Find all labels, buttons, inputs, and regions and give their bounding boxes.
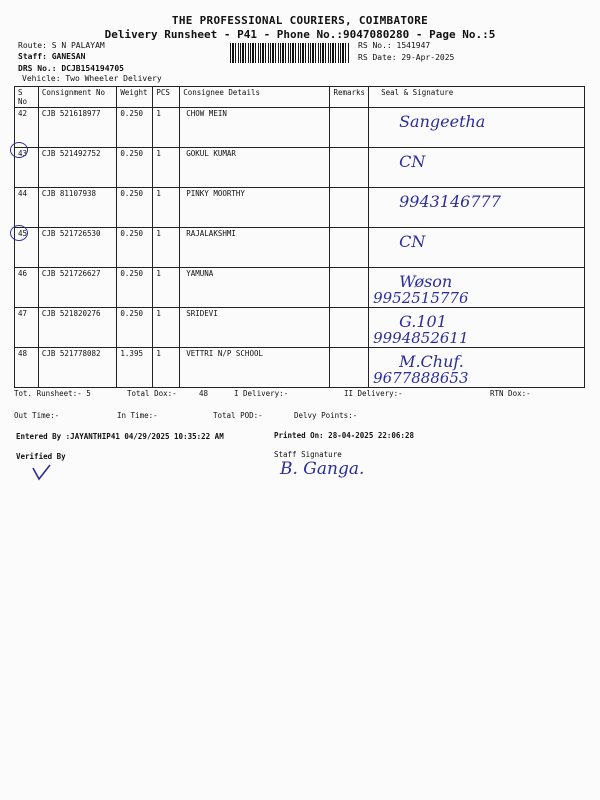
- col-sno: S No: [15, 87, 39, 108]
- cell-signature: [369, 188, 585, 228]
- rs-number: RS No.: 1541947: [358, 41, 431, 50]
- cell-sno: 48: [15, 348, 39, 388]
- cell-weight: 0.250: [117, 108, 153, 148]
- rtn-dox: RTN Dox:-: [490, 389, 531, 398]
- signature-phone: 9994852611: [373, 329, 469, 347]
- col-signature: Seal & Signature: [369, 87, 585, 108]
- in-time: In Time:-: [117, 411, 158, 420]
- cell-sno: 47: [15, 308, 39, 348]
- entered-by: Entered By :JAYANTHIP41 04/29/2025 10:35:22 AM: [16, 432, 224, 441]
- cell-consignment: CJB 521492752: [38, 148, 117, 188]
- total-pod: Total POD:-: [213, 411, 263, 420]
- cell-weight: 0.250: [117, 228, 153, 268]
- company-title: THE PROFESSIONAL COURIERS, COIMBATORE: [171, 14, 429, 27]
- table-header-row: [15, 87, 585, 108]
- cell-consignee: CHOW MEIN: [180, 108, 330, 148]
- table-row: [15, 148, 585, 188]
- staff-label: Staff: GANESAN: [18, 52, 86, 61]
- cell-consignment: CJB 521726627: [38, 268, 117, 308]
- circle-mark: [10, 225, 28, 241]
- cell-pcs: 1: [153, 108, 180, 148]
- signature-phone: 9952515776: [373, 289, 469, 307]
- table-row: [15, 268, 585, 308]
- col-pcs: PCS: [153, 87, 180, 108]
- ii-delivery: II Delivery:-: [344, 389, 403, 398]
- cell-weight: 0.250: [117, 308, 153, 348]
- runsheet-table: [14, 86, 585, 388]
- signature-handwriting: 9943146777: [399, 192, 501, 211]
- staff-signature: B. Ganga.: [280, 459, 365, 479]
- col-consignment: Consignment No: [38, 87, 117, 108]
- staff-signature-label: Staff Signature: [274, 450, 342, 459]
- signature-handwriting: CN: [399, 232, 426, 251]
- i-delivery: I Delivery:-: [234, 389, 289, 398]
- cell-signature: [369, 148, 585, 188]
- cell-signature: [369, 268, 585, 308]
- out-time: Out Time:-: [14, 411, 60, 420]
- table-row: [15, 108, 585, 148]
- total-dox-label: Total Dox:-: [127, 389, 177, 398]
- cell-consignee: SRIDEVI: [180, 308, 330, 348]
- cell-remarks: [330, 228, 369, 268]
- signature-handwriting: Wøson: [399, 272, 453, 291]
- cell-consignee: GOKUL KUMAR: [180, 148, 330, 188]
- cell-remarks: [330, 268, 369, 308]
- cell-pcs: 1: [153, 348, 180, 388]
- delvy-points: Delvy Points:-: [294, 411, 358, 420]
- table-row: [15, 188, 585, 228]
- signature-handwriting: G.101: [399, 312, 447, 331]
- cell-sno: 42: [15, 108, 39, 148]
- cell-pcs: 1: [153, 308, 180, 348]
- col-weight: Weight: [117, 87, 153, 108]
- col-consignee: Consignee Details: [180, 87, 330, 108]
- table-row: [15, 348, 585, 388]
- cell-sno: 44: [15, 188, 39, 228]
- cell-sno: 46: [15, 268, 39, 308]
- table-row: [15, 228, 585, 268]
- col-remarks: Remarks: [330, 87, 369, 108]
- cell-consignee: RAJALAKSHMI: [180, 228, 330, 268]
- cell-consignment: CJB 521820276: [38, 308, 117, 348]
- cell-consignment: CJB 521778082: [38, 348, 117, 388]
- verified-check-icon: [30, 462, 54, 482]
- verified-by: Verified By: [16, 452, 66, 461]
- total-dox-value: 48: [199, 389, 209, 398]
- cell-remarks: [330, 308, 369, 348]
- cell-signature: [369, 108, 585, 148]
- cell-remarks: [330, 188, 369, 228]
- signature-handwriting: Sangeetha: [399, 112, 486, 131]
- cell-remarks: [330, 148, 369, 188]
- cell-sno: 43: [15, 148, 39, 188]
- cell-weight: 0.250: [117, 148, 153, 188]
- drs-number: DRS No.: DCJB154194705: [18, 64, 124, 73]
- route-label: Route: S N PALAYAM: [18, 41, 105, 50]
- cell-consignee: PINKY MOORTHY: [180, 188, 330, 228]
- cell-consignment: CJB 521726530: [38, 228, 117, 268]
- signature-handwriting: M.Chuf.: [399, 352, 464, 371]
- cell-pcs: 1: [153, 228, 180, 268]
- cell-weight: 1.395: [117, 348, 153, 388]
- cell-weight: 0.250: [117, 188, 153, 228]
- printed-on: Printed On: 28-04-2025 22:06:28: [274, 431, 414, 440]
- cell-remarks: [330, 108, 369, 148]
- cell-pcs: 1: [153, 148, 180, 188]
- rs-date: RS Date: 29-Apr-2025: [358, 53, 455, 62]
- signature-handwriting: CN: [399, 152, 426, 171]
- runsheet-title: Delivery Runsheet - P41 - Phone No.:9047080280 - Page No.:5: [104, 28, 496, 41]
- signature-phone: 9677888653: [373, 369, 469, 387]
- cell-remarks: [330, 348, 369, 388]
- tot-runsheet: Tot. Runsheet:- 5: [14, 389, 91, 398]
- cell-signature: [369, 228, 585, 268]
- table-row: [15, 308, 585, 348]
- cell-consignee: YAMUNA: [180, 268, 330, 308]
- cell-consignee: VETTRI N/P SCHOOL: [180, 348, 330, 388]
- cell-sno: 45: [15, 228, 39, 268]
- cell-consignment: CJB 521618977: [38, 108, 117, 148]
- cell-signature: [369, 308, 585, 348]
- cell-consignment: CJB 81107938: [38, 188, 117, 228]
- barcode: [230, 43, 350, 63]
- cell-signature: [369, 348, 585, 388]
- cell-pcs: 1: [153, 188, 180, 228]
- cell-pcs: 1: [153, 268, 180, 308]
- cell-weight: 0.250: [117, 268, 153, 308]
- circle-mark: [10, 142, 28, 158]
- vehicle-label: Vehicle: Two Wheeler Delivery: [22, 74, 162, 83]
